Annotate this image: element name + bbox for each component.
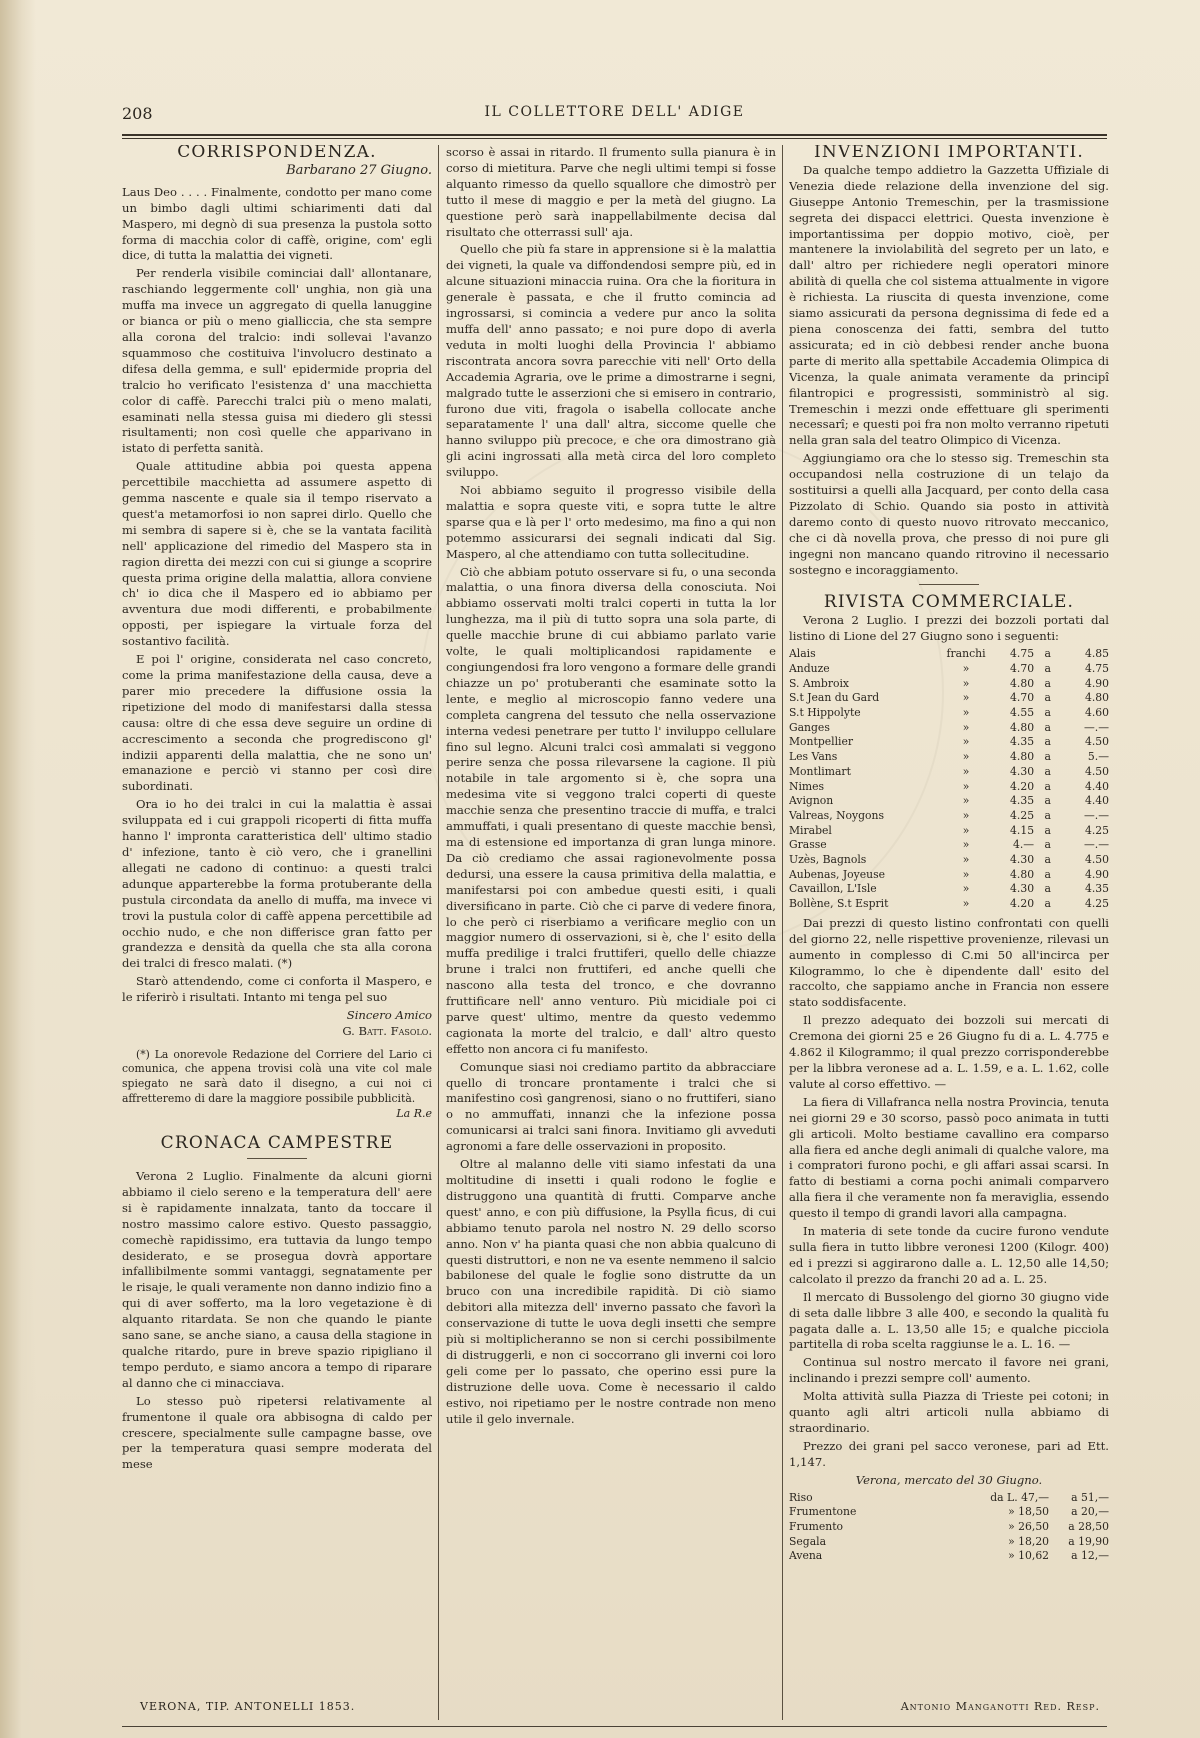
price-unit: » <box>962 794 970 808</box>
chronicle-paragraph: scorso è assai in ritardo. Il frumento sulla pianura è in corso di mietitura. Parve che negli ultimi tempi si fosse alquanto rimesso da quello squallore che dimostrò per tutto il mese di maggio e per la metà del giugno. La questione però sarà inappellabilmente decisa dal risultato che otterrassi sull' aja. <box>446 145 776 239</box>
column-middle <box>446 145 776 1720</box>
price-unit: » <box>962 823 970 837</box>
commercial-paragraph: Continua sul nostro mercato il favore nei grani, inclinando i prezzi sempre coll' aumento. <box>789 1355 1109 1386</box>
price-low: 4.35 <box>1010 794 1035 808</box>
column-right <box>789 145 1109 1720</box>
grain-price-to: a 12,— <box>1071 1549 1109 1563</box>
inventions-title: INVENZIONI IMPORTANTI. <box>813 145 1085 162</box>
price-low: 4.70 <box>1010 691 1035 705</box>
column-divider <box>782 145 783 1720</box>
price-unit: » <box>962 808 970 822</box>
responsible-editor: Antonio Manganotti Red. Resp. <box>900 1700 1100 1713</box>
price-low: 4.30 <box>1010 853 1035 867</box>
grain-price-to: a 19,90 <box>1068 1534 1109 1548</box>
table-row <box>789 721 1109 736</box>
running-title: IL COLLETTORE DELL' ADIGE <box>484 104 745 120</box>
commercial-paragraph: La fiera di Villafranca nella nostra Provincia, tenuta nei giorni 29 e 30 scorso, passò poco animata in tutti gli articoli. Molto bestiame cavallino era comparso alla fiera ed anche degli animali di qualche valore, ma i compratori furono pochi, e gli affari assai scarsi. In fatto di bestiami a corna pochi animali comparvero alla fiera il che veramente non fa meraviglia, essendo questo il tempo di grandi lavori alla campagna. <box>789 1094 1109 1221</box>
commercial-paragraph: In materia di sete tonde da cucire furono vendute sulla fiera in tutto libbre veronesi 1200 (Kilogr. 400) ed i prezzi si aggirarono dalle a. L. 12,50 alle 14,50; calcolato il prezzo da franchi 20 ad a. L. 25. <box>789 1224 1109 1286</box>
table-row <box>789 765 1109 780</box>
table-row <box>789 794 1109 809</box>
market-place: Les Vans <box>789 750 838 764</box>
table-row <box>789 780 1109 795</box>
cocoon-price-table <box>789 647 1109 912</box>
section-rule <box>919 584 979 585</box>
chronicle-paragraph: Quello che più fa stare in apprensione si è la malattia dei vigneti, la quale va diffondendosi sempre più, ed in alcune situazioni minaccia ruina. Ora che la fioritura in generale è passata, e che il frutto comincia ad ingrossarsi, si comincia a vedere pur anco la solita muffa dell' anno passato; e noi pure dopo di averla veduta in molti luoghi della Provincia l' abbiamo riscontrata ancora sovra parecchie viti nell' Orto della Accademia Agraria, ove le prime a dimostrarne i segni, malgrado tutte le asserzioni che si emisero in contrario, furono due viti, fragola o isabella collocate anche separatamente l' una dall' altra, siccome quelle che hanno sviluppo più precoce, e che ora dimostrano già gli acini ingrossati alla metà circa del loro completo sviluppo. <box>446 242 776 480</box>
price-high: —.— <box>1083 838 1109 852</box>
price-low: 4.20 <box>1010 779 1035 793</box>
correspondence-paragraph: Laus Deo . . . . Finalmente, condotto per mano come un bimbo dagli ultimi schiarimenti dati dal Maspero, mi degnò di sua presenza la pustola sotto forma di macchia color di caffè, origine, com' egli dice, di tutta la malattia dei vigneti. <box>122 184 432 263</box>
table-row <box>789 1549 1109 1564</box>
table-row <box>789 1491 1109 1506</box>
price-unit: » <box>962 853 970 867</box>
signoff: Sincero Amico <box>346 1008 432 1023</box>
table-row <box>789 1535 1109 1550</box>
price-unit: » <box>962 706 970 719</box>
price-separator: a <box>1044 779 1051 793</box>
table-row <box>789 1505 1109 1520</box>
price-separator: a <box>1044 867 1051 881</box>
table-row <box>789 677 1109 692</box>
grain-name: Avena <box>789 1549 823 1563</box>
grain-price-to: a 20,— <box>1071 1505 1109 1519</box>
header-rule <box>122 134 1107 136</box>
price-separator: a <box>1044 691 1051 705</box>
inventions-paragraph: Da qualche tempo addietro la Gazzetta Uffiziale di Venezia diede relazione della invenzione del sig. Giuseppe Antonio Tremeschin, per la trasmissione segreta dei dispacci elettrici. Questa invenzione è importantissima per doppio motivo, cioè, per mantenere la inviolabilità del segreto per un lato, e dall' altro per richiedere negli operatori minore abilità di quella che col sistema attualmente in vigore è richiesta. La riuscita di questa invenzione, come siamo assicurati da persona degnissima di fede ed a piena conoscenza dei fatti, sembra del tutto assicurata; ed in ciò debbesi render anche buona parte di merito alla spettabile Accademia Olimpica di Vicenza, la quale animata veramente da principî filantropici e progressisti, somministrò al sig. Tremeschin i mezzi onde effettuare gli sperimenti necessarî; e questi poi fra non molto verranno ripetuti nella gran sala del teatro Olimpico di Vicenza. <box>789 162 1109 448</box>
price-low: 4.70 <box>1010 661 1035 675</box>
price-unit: » <box>962 838 970 852</box>
price-separator: a <box>1044 853 1051 867</box>
price-high: 4.75 <box>1084 661 1109 675</box>
chronicle-paragraph: Noi abbiamo seguito il progresso visibile della malattia e sopra queste viti, e sopra tutte le altre sparse qua e là per l' orto medesimo, ma fino a qui non potemmo assicurarsi dei segnali indicati dal Sig. Maspero, al che attendiamo con tutta sollecitudine. <box>446 483 776 561</box>
grain-price-from: » 18,20 <box>1008 1534 1050 1548</box>
price-high: 4.90 <box>1084 676 1109 690</box>
market-place: Alais <box>789 647 816 661</box>
price-separator: a <box>1044 750 1051 764</box>
price-high: 5.— <box>1087 750 1109 764</box>
grain-price-table <box>789 1491 1109 1565</box>
price-separator: a <box>1044 735 1051 749</box>
table-row <box>789 868 1109 883</box>
price-unit: franchi <box>946 647 986 661</box>
grain-price-from: » 10,62 <box>1008 1549 1050 1563</box>
price-low: 4.80 <box>1010 867 1035 881</box>
price-low: 4.25 <box>1010 808 1035 822</box>
market-place: Uzès, Bagnols <box>789 853 867 867</box>
commercial-paragraph: Il prezzo adequato dei bozzoli sui mercati di Cremona dei giorni 25 e 26 Giugno fu di a. L. 4.775 e 4.862 il Kilogrammo; il qual prezzo corrisponderebbe per la libbra veronese ad a. L. 1.59, e a. L. 1.62, colle valute al corso effettivo. — <box>789 1013 1109 1091</box>
price-high: 4.90 <box>1084 867 1109 881</box>
table-row <box>789 706 1109 721</box>
correspondence-paragraph: Per renderla visibile cominciai dall' allontanare, raschiando leggermente coll' unghia, non già una muffa ma invece un aggregato di quella lanuggine or bianca or più o meno gialliccia, che sta sempre alla corona del tralcio: indi sollevai l'avanzo squammoso che costituiva l'involucro destinato a difesa della gemma, e sull' epidermide propria del tralcio ho verificato l'esistenza d' una macchietta color di caffè. Parecchi tralci più o meno malati, esaminati nella stessa guisa mi diedero gli stessi risultamenti; non così quelle che apparivano in istato di perfetta sanità. <box>122 266 432 456</box>
grain-price-from: » 18,50 <box>1008 1505 1050 1519</box>
inventions-paragraph: Aggiungiamo ora che lo stesso sig. Tremeschin sta occupandosi nella costruzione di un telajo da sostituirsi a quelli alla Jacquard, per conto della casa Pizzolato di Schio. Quando sia posto in attività daremo conto di questo nuovo ritrovato meccanico, che ci dà novella prova, che presso di noi pure gli ingegni non mancano quando ritrovino il necessario sostegno e incoraggiamento. <box>789 451 1109 577</box>
price-low: 4.75 <box>1010 647 1035 661</box>
market-place: Montpellier <box>789 735 854 749</box>
section-rule <box>247 1158 307 1159</box>
table-row <box>789 838 1109 853</box>
price-unit: » <box>962 897 970 911</box>
table-row <box>789 853 1109 868</box>
price-high: 4.50 <box>1084 853 1109 867</box>
price-separator: a <box>1044 808 1051 822</box>
price-unit: » <box>962 676 970 690</box>
header-rule-thin <box>122 138 1107 139</box>
correspondence-paragraph: E poi l' origine, considerata nel caso concreto, come la prima manifestazione della causa, deve a parer mio precedere la diffusione ossia la ripetizione del modo di manifestarsi dalla stessa causa: oltre di che essa deve seguire un ordine di accrescimento a seconda che progrediscono gl' indizii apparenti della malattia, che ne sono un' emanazione e perciò vi stanno per così dire subordinati. <box>122 652 432 794</box>
column-divider <box>438 145 439 1720</box>
table-row <box>789 882 1109 897</box>
price-low: 4.55 <box>1010 706 1035 719</box>
market-place: Anduze <box>789 661 830 675</box>
price-unit: » <box>962 764 970 778</box>
table-row <box>789 735 1109 750</box>
price-separator: a <box>1044 838 1051 852</box>
price-unit: » <box>962 882 970 896</box>
grain-price-to: a 51,— <box>1071 1490 1109 1504</box>
chronicle-paragraph: Ciò che abbiam potuto osservare si fu, o una seconda malattia, o una finora diversa della conosciuta. Noi abbiamo osservati molti tralci coperti in tutta la lor lunghezza, ma il più di tutto sopra una sola parte, di quelle macchie brune di cui abbiamo parlato varie volte, le quali moltiplicandosi rapidamente e congiungendosi fra loro vengono a formare delle grandi chiazze un po' protuberanti che esaminate sotto la lente, e meglio al microscopio fanno vedere una completa cangrena del tessuto che nella osservazione interna vedesi penetrare per tutto l' inviluppo cellulare fino sul legno. Alcuni tralci così ammalati si veggono perire senza che possa rilevarsene la cagione. Il più notabile in tale argomento si è, che sopra una medesima vite si veggono tralci coperti di queste macchie senza che presentino traccie di muffa, e tralci ammuffati, i quali presentano di queste macchie bensì, ma di estensione ed importanza di gran lunga minore. Da ciò crediamo che assai ragionevolmente possa dedursi, una essere la causa primitiva della malattia, e manifestarsi poi con ambedue questi esiti, i quali diversificano in parte. Ciò che ci parve di vedere finora, lo che però ci riserbiamo a verificare meglio con un maggior numero di osservazioni, si è, che l' esito della muffa predilige i tralci fruttiferi, quello delle chiazze brune i tralci non fruttiferi, ed anche quelli che nascono alla testa del tronco, e che dovranno fruttificare nell' anno venturo. Più micidiale poi ci parve quest' ultimo, mentre da questo vedemmo cagionata la morte del tralcio, e dall' altro questo effetto non ancora ci fu manifesto. <box>446 564 776 1056</box>
grain-price-from: da L. 47,— <box>990 1490 1050 1504</box>
market-place: Grasse <box>789 838 827 852</box>
signature: G. Batt. Fasolo. <box>342 1023 432 1038</box>
price-low: 4.20 <box>1010 897 1035 911</box>
price-separator: a <box>1044 897 1051 911</box>
commercial-paragraph: Dai prezzi di questo listino confrontati con quelli del giorno 22, nelle rispettive provenienze, rilevasi un aumento in complesso di C.mi 50 all'incirca per Kilogrammo, lo che è dipendente dall' esito del raccolto, che sappiamo anche in Francia non essere stato soddisfacente. <box>789 915 1109 1010</box>
table-row <box>789 897 1109 912</box>
price-high: 4.35 <box>1084 882 1109 896</box>
market-place: Ganges <box>789 720 830 734</box>
correspondence-paragraph: Starò attendendo, come ci conforta il Maspero, e le riferirò i risultati. Intanto mi tenga pel suo <box>122 974 432 1005</box>
market-place: S. Ambroix <box>789 676 850 690</box>
price-high: 4.40 <box>1084 779 1109 793</box>
price-low: 4.— <box>1012 838 1035 852</box>
market-place: Valreas, Noygons <box>789 808 885 822</box>
grain-price-from: » 26,50 <box>1008 1519 1050 1533</box>
price-low: 4.30 <box>1010 882 1035 896</box>
price-low: 4.80 <box>1010 750 1035 764</box>
page-number: 208 <box>122 104 153 123</box>
commercial-paragraph: Il mercato di Bussolengo del giorno 30 giugno vide di seta dalle libbre 3 alle 400, e secondo la qualità fu pagata dalle a. L. 13,50 alle 15; e qualche picciola partitella di roba scelta raggiunse le a. L. 16. — <box>789 1289 1109 1352</box>
price-unit: » <box>962 661 970 675</box>
price-high: —.— <box>1083 808 1109 822</box>
price-high: 4.40 <box>1084 794 1109 808</box>
price-separator: a <box>1044 882 1051 896</box>
price-unit: » <box>962 720 970 734</box>
market-place: Aubenas, Joyeuse <box>789 867 886 881</box>
price-unit: » <box>962 735 970 749</box>
price-high: —.— <box>1083 720 1109 734</box>
price-high: 4.50 <box>1084 735 1109 749</box>
price-low: 4.35 <box>1010 735 1035 749</box>
grain-price-to: a 28,50 <box>1068 1519 1109 1533</box>
price-low: 4.80 <box>1010 676 1035 690</box>
price-separator: a <box>1044 794 1051 808</box>
commercial-paragraph: Molta attività sulla Piazza di Trieste pei cotoni; in quanto agli altri articoli nulla abbiamo di straordinario. <box>789 1389 1109 1435</box>
chronicle-paragraph: Lo stesso può ripetersi relativamente al frumentone il quale ora abbisogna di caldo per crescere, specialmente sulle campagne basse, ove per la temperatura quasi sempre moderata del mese <box>122 1393 432 1472</box>
price-separator: a <box>1044 706 1051 719</box>
commercial-paragraph: Prezzo dei grani pel sacco veronese, pari ad Ett. 1,147. <box>789 1438 1109 1469</box>
table-row <box>789 809 1109 824</box>
price-unit: » <box>962 779 970 793</box>
price-high: 4.85 <box>1084 647 1109 661</box>
price-separator: a <box>1044 764 1051 778</box>
price-high: 4.80 <box>1084 691 1109 705</box>
footnote-sign: La R.e <box>396 1107 432 1121</box>
market-place: Bollène, S.t Esprit <box>789 897 889 911</box>
correspondence-dateline: Barbarano 27 Giugno. <box>286 162 432 178</box>
table-row <box>789 1520 1109 1535</box>
price-high: 4.60 <box>1084 706 1109 719</box>
grain-name: Frumento <box>789 1519 844 1533</box>
market-place: S.t Jean du Gard <box>789 691 880 705</box>
market-place: Montlimart <box>789 764 851 778</box>
chronicle-paragraph: Oltre al malanno delle viti siamo infestati da una moltitudine di insetti i quali rodono le foglie e distruggono una quantità di frutti. Comparve anche quest' anno, e con più diffusione, la Psylla ficus, di cui abbiamo tenuto parola nel nostro N. 29 dello scorso anno. Non v' ha pianta quasi che non abbia qualcuno di questi distruttori, e non ne va esente nemmeno il salcio babilonese del quale le foglie sono distrutte da un bruco con una incredibile rapidità. Di ciò siamo debitori alla mitezza dell' inverno passato che favorì la conservazione di tutte le uova degli insetti che sempre più si moltiplicheranno se non si cerchi possibilmente di distruggerli, e non ci soccorrano gli inverni coi loro geli come per lo passato, che operino essi pure la distruzione delle uova. Come è necessario il caldo estivo, noi ripetiamo per le nostre contrade non meno utile il gelo invernale. <box>446 1157 776 1426</box>
price-unit: » <box>962 867 970 881</box>
price-high: 4.25 <box>1084 823 1109 837</box>
chronicle-paragraph: Verona 2 Luglio. Finalmente da alcuni giorni abbiamo il cielo sereno e la temperatura dell' aere si è rapidamente innalzata, tanto da toccare il nostro massimo calore estivo. Questo passaggio, comechè rapidissimo, era tuttavia da lungo tempo desiderato, e se prosegua dovrà apportare infallibilmente sommi vantaggi, segnatamente per le risaje, le quali veramente non danno indizio fino a qui di aver sofferto, ma la loro vegetazione è di alquanto ritardata. Se non che quando le piante sano sane, se anche siano, a causa della stagione in qualche ritardo, pure in breve spazio ripigliano il tempo perduto, e siamo ancora a tempo di riparare al danno che ci minacciava. <box>122 1169 432 1390</box>
printer-imprint: VERONA, TIP. ANTONELLI 1853. <box>140 1700 356 1713</box>
price-low: 4.80 <box>1010 720 1035 734</box>
table-row <box>789 750 1109 765</box>
table-row <box>789 691 1109 706</box>
chronicle-title: CRONACA CAMPESTRE <box>160 1133 394 1154</box>
market-place: Nimes <box>789 779 825 793</box>
price-separator: a <box>1044 720 1051 734</box>
commercial-intro: Verona 2 Luglio. I prezzi dei bozzoli portati dal listino di Lione del 27 Giugno sono i seguenti: <box>789 613 1109 644</box>
correspondence-title: CORRISPONDENZA. <box>177 145 377 162</box>
price-unit: » <box>962 691 970 705</box>
grain-name: Segala <box>789 1534 827 1548</box>
market-place: Avignon <box>789 794 834 808</box>
grain-name: Frumentone <box>789 1505 857 1519</box>
column-left <box>122 145 432 1720</box>
price-separator: a <box>1044 823 1051 837</box>
price-low: 4.15 <box>1010 823 1035 837</box>
chronicle-paragraph: Comunque siasi noi crediamo partito da abbracciare quello di troncare prontamente i tralci che si manifestino così gangrenosi, siano o no fruttiferi, siano o no ammuffati, innanzi che la infezione possa comunicarsi ai tralci sani finora. Invitiamo gli avveduti agronomi a fare delle osservazioni in proposito. <box>446 1059 776 1154</box>
footer-rule <box>122 1726 1107 1727</box>
price-separator: a <box>1044 676 1051 690</box>
price-unit: » <box>962 750 970 764</box>
market-place: Cavaillon, L'Isle <box>789 882 877 896</box>
page-header <box>122 100 1107 130</box>
commercial-title: RIVISTA COMMERCIALE. <box>823 592 1075 613</box>
table-row <box>789 824 1109 839</box>
grain-market-title: Verona, mercato del 30 Giugno. <box>855 1472 1043 1487</box>
market-place: S.t Hippolyte <box>789 706 861 719</box>
price-separator: a <box>1044 661 1051 675</box>
price-separator: a <box>1044 647 1051 661</box>
price-high: 4.25 <box>1084 897 1109 911</box>
table-row <box>789 662 1109 677</box>
correspondence-paragraph: Ora io ho dei tralci in cui la malattia è assai sviluppata ed i cui grappoli ricoperti di fitta muffa hanno l' impronta caratteristica dell' ultimo stadio d' infezione, tanto è ciò vero, che i granellini allegati ne cadono di continuo: a questi tralci adunque apparterebbe la forma protuberante della pustula circondata da anello di muffa, ma invece vi trovi la pustula color di caffè appena percettibile ad occhio nudo, e che non differisce gran fatto per grandezza e densità da quella che sta alla corona dei tralci di fresco malati. (*) <box>122 797 432 971</box>
market-place: Mirabel <box>789 823 832 837</box>
grain-name: Riso <box>789 1490 813 1504</box>
price-low: 4.30 <box>1010 764 1035 778</box>
footnote: (*) La onorevole Redazione del Corriere del Lario ci comunica, che appena trovisi colà una vite col male spiegato ne sarà dato il disegno, a cui noi ci affretteremo di dare la maggiore possibile pubblicità. <box>122 1047 432 1105</box>
table-row <box>789 647 1109 662</box>
price-high: 4.50 <box>1084 764 1109 778</box>
correspondence-paragraph: Quale attitudine abbia poi questa appena percettibile macchietta ad assumere aspetto di gemma nascente e quale sia il tempo riservato a quest'a metamorfosi io non saprei dirlo. Quello che mi sembra di sapere si è, che se la vantata facilità nell' applicazione del rimedio del Maspero sta in ragion diretta dei mezzi con cui si giunge a scoprire questa prima origine della malattia, allora conviene ch' io dica che il Maspero ed io abbiamo per avventura due modi differenti, e probabilmente opposti, per ispiegare la virtuale forza del sostantivo facilità. <box>122 459 432 649</box>
